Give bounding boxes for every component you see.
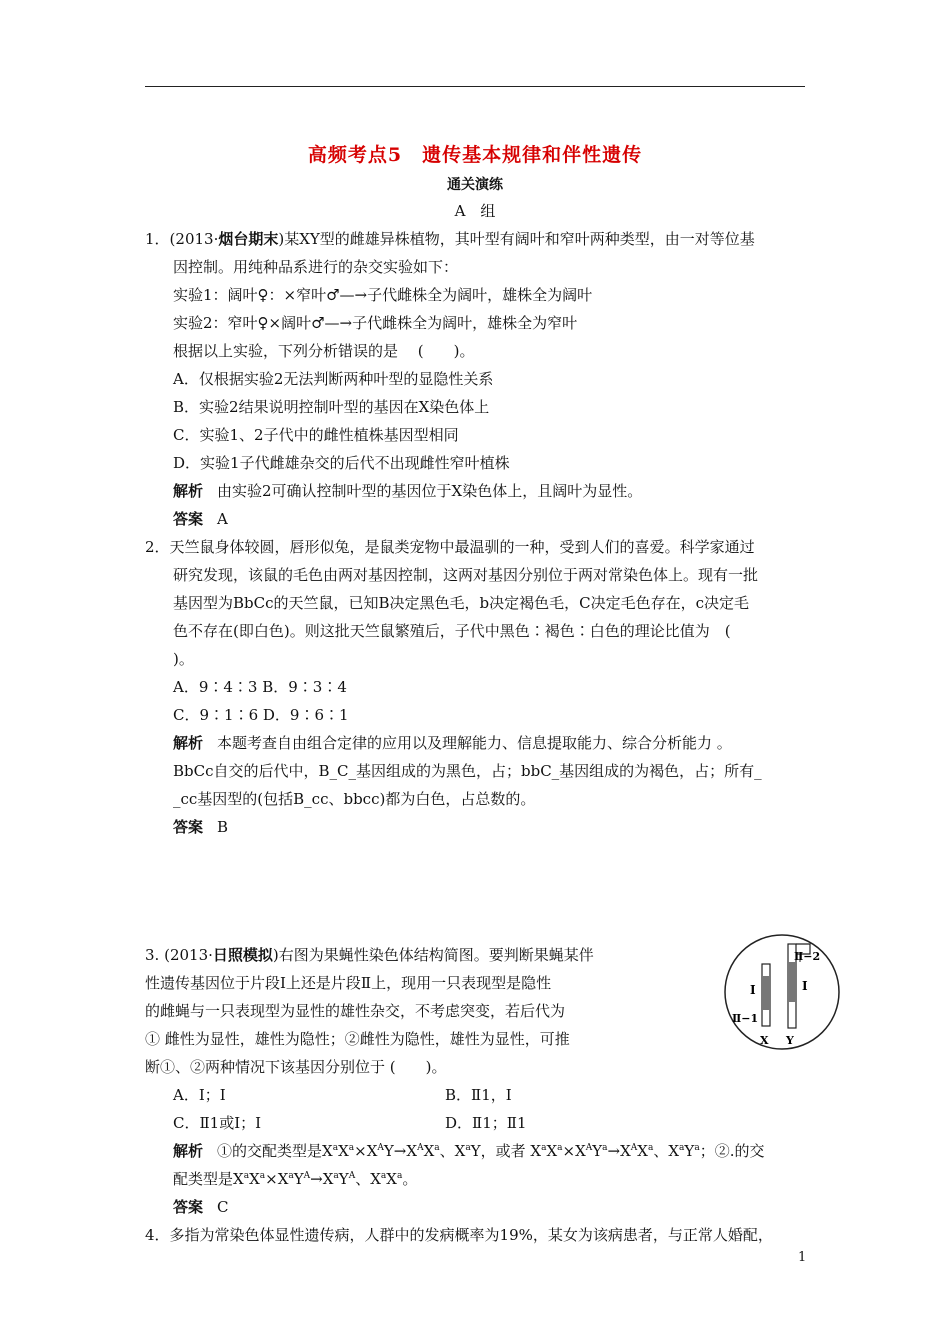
q3-line1: 3. (2013·日照模拟)右图为果蝇性染色体结构简图。要判断果蝇某伴 (145, 946, 594, 964)
q2-options-ab: A．9∶4∶3 B．9∶3∶4 (173, 678, 347, 696)
q3-line2: 性遗传基因位于片段Ⅰ上还是片段Ⅱ上，现用一只表现型是隐性 (145, 974, 552, 992)
section-subtitle: 通关演练 (447, 177, 503, 193)
q3-analysis-line2: 配类型是$X^aX^a\times X^aY^A\to X^aY^A$、$X^aX^a$。 (173, 1170, 418, 1188)
q3-line3: 的雌蝇与一只表现型为显性的雄性杂交，不考虑突变，若后代为 (145, 1002, 566, 1020)
q3-option-b: B．Ⅱ1，Ⅰ (445, 1086, 512, 1104)
y-homologous-segment (788, 962, 796, 1002)
q3-answer: 答案 C (173, 1198, 229, 1216)
label-i-left: Ⅰ (750, 983, 756, 997)
q3-line5: 断①、②两种情况下该基因分别位于 ( )。 (145, 1058, 447, 1076)
q2-line3: 基因型为BbCc的天竺鼠，已知B决定黑色毛，b决定褐色毛，C决定毛色存在，c决定毛 (173, 594, 750, 612)
q1-answer: 答案 A (173, 510, 228, 528)
q2-line5: )。 (173, 650, 194, 668)
q1-option-b: B．实验2结果说明控制叶型的基因在X染色体上 (173, 398, 490, 416)
q1-option-c: C．实验1、2子代中的雌性植株基因型相同 (173, 426, 459, 444)
q1-stem: 根据以上实验，下列分析错误的是 ( )。 (173, 342, 475, 360)
q3-option-d: D．Ⅱ1；Ⅱ1 (445, 1114, 527, 1132)
label-ii-1: Ⅱ−1 (732, 1012, 759, 1025)
page-title: 高频考点5 遗传基本规律和伴性遗传 (307, 144, 643, 166)
q2-options-cd: C．9∶1∶6 D．9∶6∶1 (173, 706, 349, 724)
label-ii-2: Ⅱ−2 (794, 950, 821, 963)
group-heading: A 组 (454, 202, 496, 220)
q2-analysis-line1: 解析 本题考查自由组合定律的应用以及理解能力、信息提取能力、综合分析能力 。 (173, 734, 732, 752)
q3-option-c: C．Ⅱ1或Ⅰ；Ⅰ (173, 1114, 262, 1132)
label-i-right: Ⅰ (802, 979, 808, 993)
q1-source: 烟台期末 (218, 230, 279, 248)
q2-analysis-line2: BbCc自交的后代中，B_C_基因组成的为黑色，占；bbC_基因组成的为褐色，占；所有_ (173, 762, 762, 780)
q2-analysis-line3: _cc基因型的(包括B_cc、bbcc)都为白色，占总数的。 (173, 790, 536, 808)
page-number: 1 (798, 1250, 807, 1265)
q2-line2: 研究发现，该鼠的毛色由两对基因控制，这两对基因分别位于两对常染色体上。现有一批 (173, 566, 759, 584)
q1-line1: 1．(2013·烟台期末)某XY型的雌雄异株植物，其叶型有阔叶和窄叶两种类型，由一对等位基 (145, 230, 755, 248)
q1-option-a: A．仅根据实验2无法判断两种叶型的显隐性关系 (173, 370, 494, 388)
q3-analysis-line1: 解析 ①的交配类型是$X^aX^a\times X^AY\to X^AX^a$、$X^aY$，或者 $X^aX^a\times X^AY^a\to X^AX^a$、$X^aY^a$；②.的交 (173, 1142, 765, 1160)
sex-chromosome-diagram (722, 932, 842, 1052)
q2-line1: 2．天竺鼠身体较圆，唇形似兔，是鼠类宠物中最温驯的一种，受到人们的喜爱。科学家通过 (145, 538, 755, 556)
q1-line2: 因控制。用纯种品系进行的杂交实验如下： (173, 258, 459, 276)
q2-line4: 色不存在(即白色)。则这批天竺鼠繁殖后，子代中黑色∶褐色∶白色的理论比值为 ( (173, 622, 731, 640)
header-rule (145, 86, 805, 87)
q4-line1: 4．多指为常染色体显性遗传病，人群中的发病概率为19%，某女为该病患者，与正常人婚配， (145, 1226, 773, 1244)
label-x: X (760, 1034, 769, 1047)
q1-exp2: 实验2：窄叶♀×阔叶♂—→子代雌株全为阔叶，雄株全为窄叶 (173, 314, 578, 332)
q2-answer: 答案 B (173, 818, 229, 836)
q3-option-a: A．Ⅰ；Ⅰ (173, 1086, 226, 1104)
q1-analysis: 解析 由实验2可确认控制叶型的基因位于X染色体上，且阔叶为显性。 (173, 482, 643, 500)
q3-line4: ① 雌性为显性，雄性为隐性；②雌性为隐性，雄性为显性，可推 (145, 1030, 570, 1048)
label-y: Y (786, 1034, 794, 1047)
x-homologous-segment (762, 976, 770, 1010)
q1-exp1: 实验1：阔叶♀：×窄叶♂—→子代雌株全为阔叶，雄株全为阔叶 (173, 286, 593, 304)
q1-option-d: D．实验1子代雌雄杂交的后代不出现雌性窄叶植株 (173, 454, 510, 472)
q3-source: 日照模拟 (212, 946, 273, 964)
